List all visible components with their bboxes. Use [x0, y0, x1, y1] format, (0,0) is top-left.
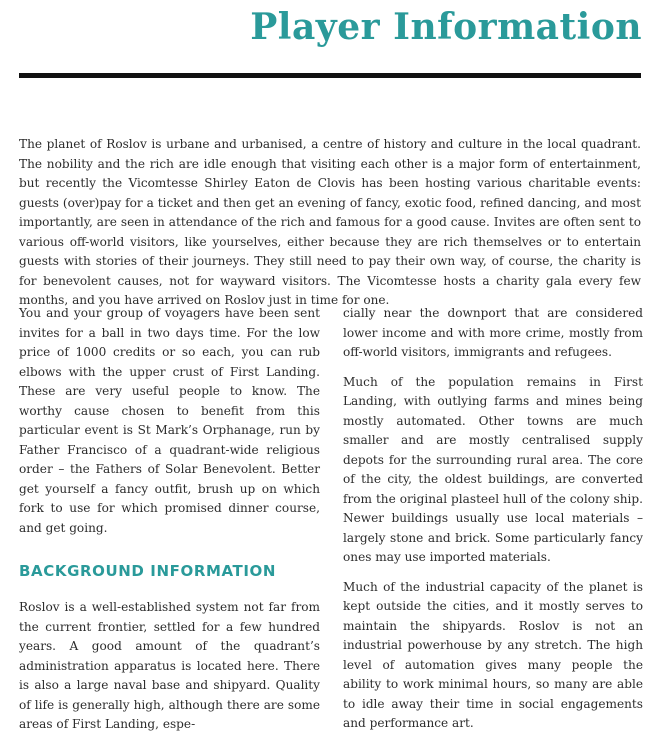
page-title: Player Information: [250, 6, 642, 48]
intro-paragraph: The planet of Roslov is urbane and urbanised, a centre of history and culture in the local quadrant. The nobility and the rich are idle enough that visiting each other is a major form of entertainment, but recently the Vicomtesse Shirley Eaton de Clovis has been hosting various charitable events: guests (over)pay for a ticket and then get an evening of fancy, exotic food, refined dancing, and most importantly, are seen in attendance of the rich and famous for a good cause. Invites are often sent to various off-world visitors, like yourselves, either because they are rich themselves or to entertain guests with stories of their journeys. They still need to pay their own way, of course, the charity is for benevolent causes, not for wayward visitors. The Vicomtesse hosts a charity gala every few months, and you have arrived on Roslov just in time for one.: [19, 137, 641, 307]
left-column: [19, 304, 320, 745]
invite-paragraph: You and your group of voyagers have been sent invites for a ball in two days time. For the low price of 1000 credits or so each, you can rub elbows with the upper crust of First Landing. These are very useful people to know. The worthy cause chosen to benefit from this particular event is St Mark’s Orphanage, run by Father Francisco of a quadrant-wide religious order – the Fathers of Solar Benevolent. Better get yourself a fancy outfit, brush up on which fork to use for which promised dinner course, and get going.: [19, 306, 320, 535]
header-rule: [19, 73, 641, 78]
downport-paragraph: cially near the downport that are considered lower income and with more crime, mostly from off-world visitors, immigrants and refugees.: [343, 306, 643, 359]
right-column: [343, 304, 643, 744]
industry-paragraph: Much of the industrial capacity of the planet is kept outside the cities, and it mostly serves to maintain the shipyards. Roslov is not an industrial powerhouse by any stretch. The high level of automation gives many people the ability to work minimal hours, so many are able to idle away their time in social engagements and performance art.: [343, 579, 643, 730]
population-paragraph: Much of the population remains in First Landing, with outlying farms and mines being mostly automated. Other towns are much smaller and are mostly centralised supply depots for the surrounding rural area. The core of the city, the oldest buildings, are converted from the original plasteel hull of the colony ship. Newer buildings usually use local materials – largely stone and brick. Some particularly fancy ones may use imported materials.: [343, 374, 643, 564]
section-heading-background: BACKGROUND INFORMATION: [19, 562, 277, 580]
intro-section: [19, 135, 641, 311]
background-paragraph: Roslov is a well-established system not far from the current frontier, settled for a few hundred years. A good amount of the quadrant’s administration apparatus is located here. There is also a large naval base and shipyard. Quality of life is generally high, although there are some areas of First Landing, espe-: [19, 600, 320, 731]
